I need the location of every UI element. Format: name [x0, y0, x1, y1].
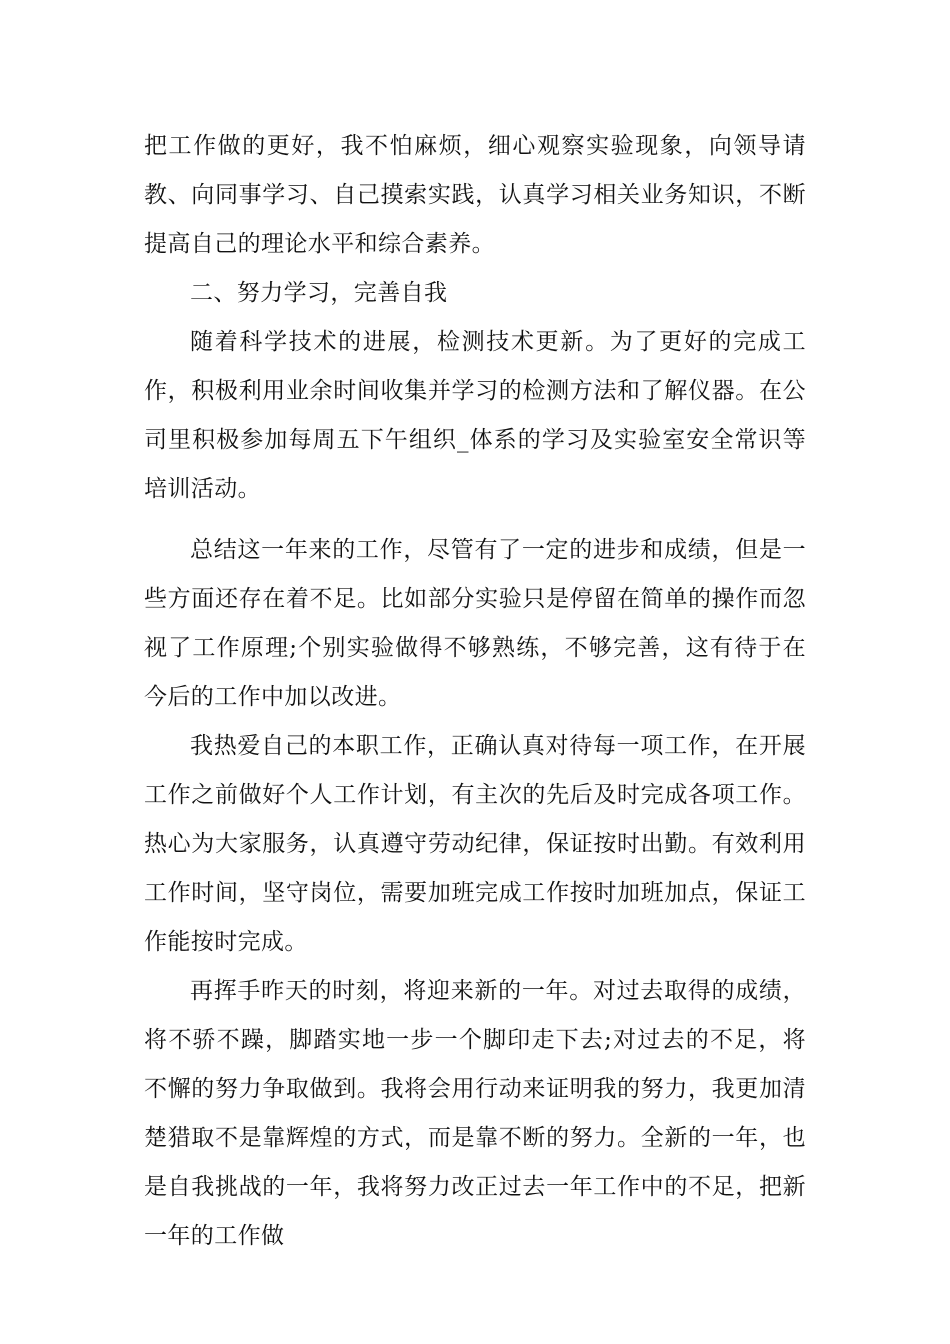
paragraph-learning: 随着科学技术的进展，检测技术更新。为了更好的完成工作，积极利用业余时间收集并学习的检测方法和了解仪器。在公司里积极参加每周五下午组织_体系的学习及实验室安全常识等培训活动。 — [144, 329, 806, 502]
paragraph-summary-shortcomings: 总结这一年来的工作，尽管有了一定的进步和成绩，但是一些方面还存在着不足。比如部分实验只是停留在简单的操作而忽视了工作原理;个别实验做得不够熟练，不够完善，这有待于在今后的工作中加以改进。 — [144, 537, 806, 710]
text-section-bottom — [144, 526, 806, 1261]
text-section-top — [144, 122, 806, 514]
section-heading-study: 二、努力学习，完善自我 — [190, 280, 448, 306]
paragraph-new-year: 再挥手昨天的时刻，将迎来新的一年。对过去取得的成绩，将不骄不躁，脚踏实地一步一个脚印走下去;对过去的不足，将不懈的努力争取做到。我将会用行动来证明我的努力，我更加清楚猎取不是靠辉煌的方式，而是靠不断的努力。全新的一年，也是自我挑战的一年，我将努力改正过去一年工作中的不足，把新一年的工作做 — [144, 978, 806, 1249]
paragraph-work-attitude: 我热爱自己的本职工作，正确认真对待每一项工作，在开展工作之前做好个人工作计划，有主次的先后及时完成各项工作。热心为大家服务，认真遵守劳动纪律，保证按时出勤。有效利用工作时间，坚守岗位，需要加班完成工作按时加班加点，保证工作能按时完成。 — [144, 733, 806, 955]
paragraph-continued-work: 把工作做的更好，我不怕麻烦，细心观察实验现象，向领导请教、向同事学习、自己摸索实践，认真学习相关业务知识，不断提高自己的理论水平和综合素养。 — [144, 133, 806, 257]
